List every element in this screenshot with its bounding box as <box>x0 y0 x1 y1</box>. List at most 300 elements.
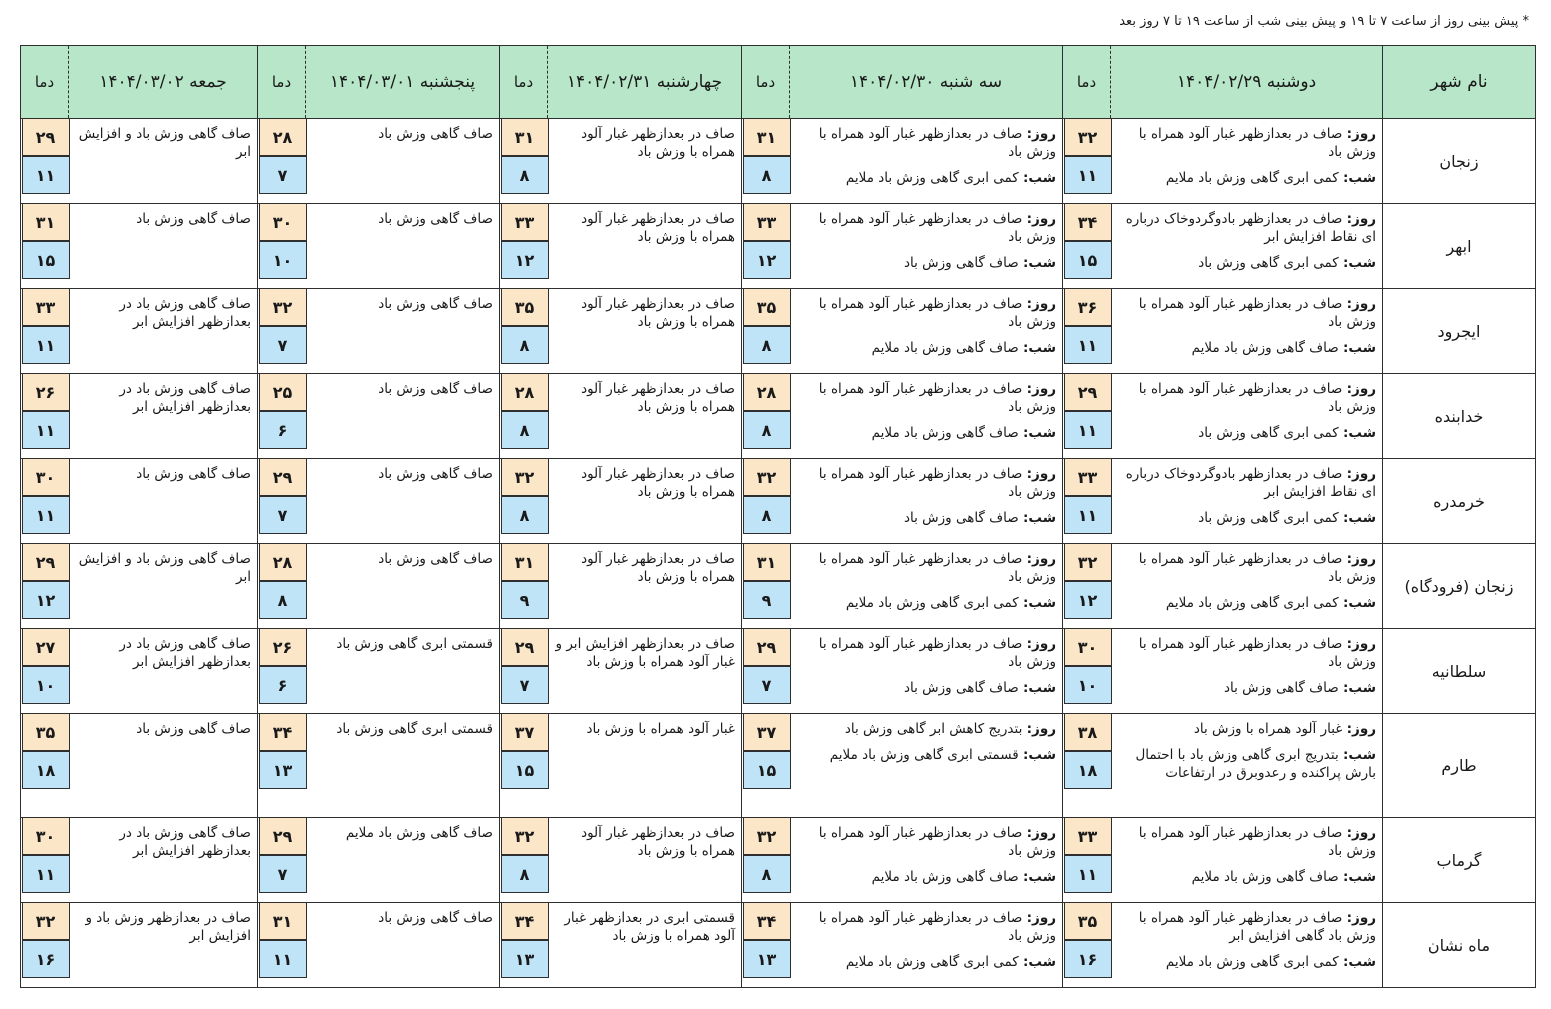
table-row <box>21 459 1536 544</box>
min-temp: ۱۰ <box>259 241 307 279</box>
day-forecast <box>1117 824 1377 860</box>
day-label: روز: <box>1346 381 1376 397</box>
max-temp: ۳۶ <box>1064 288 1112 326</box>
forecast-summary: صاف در بعدازظهر غبار آلود همراه با وزش باد <box>581 825 735 859</box>
night-forecast <box>796 746 1057 764</box>
temperature-cell <box>21 204 69 289</box>
day-label: روز: <box>1026 211 1056 227</box>
min-temp: ۸ <box>259 581 307 619</box>
header-day-4: پنجشنبه ۱۴۰۴/۰۳/۰۱ <box>306 46 500 119</box>
night-text: کمی ابری گاهی وزش باد ملایم <box>845 170 1019 186</box>
max-temp: ۲۹ <box>259 458 307 496</box>
forecast-text <box>790 374 1063 459</box>
night-text: صاف گاهی وزش باد ملایم <box>871 425 1019 441</box>
temperature-cell <box>21 459 69 544</box>
forecast-summary: صاف گاهی وزش باد <box>378 381 493 397</box>
forecast-text <box>1111 119 1383 204</box>
temperature-cell <box>258 818 306 903</box>
min-temp: ۱۰ <box>1064 666 1112 704</box>
day-forecast <box>796 295 1057 331</box>
temperature-cell <box>500 374 548 459</box>
min-temp: ۱۱ <box>1064 855 1112 893</box>
forecast-summary: صاف گاهی وزش باد <box>136 211 251 227</box>
forecast-text <box>1111 903 1383 988</box>
night-label: شب: <box>1023 340 1056 356</box>
min-temp: ۷ <box>259 855 307 893</box>
night-forecast <box>1117 868 1377 886</box>
day-forecast <box>796 824 1057 860</box>
forecast-summary: صاف گاهی وزش باد و افزایش ابر <box>78 126 251 160</box>
forecast-table <box>20 45 1536 988</box>
max-temp: ۲۹ <box>1064 373 1112 411</box>
min-temp: ۸ <box>501 411 549 449</box>
night-label: شب: <box>1023 510 1056 526</box>
min-temp: ۱۱ <box>1064 326 1112 364</box>
city-name: خدابنده <box>1383 374 1536 459</box>
day-text: صاف در بعدازظهر غبار آلود همراه با وزش باد <box>1138 126 1376 160</box>
temperature-cell <box>500 204 548 289</box>
day-label: روز: <box>1346 825 1376 841</box>
max-temp: ۲۹ <box>22 543 70 581</box>
min-temp: ۸ <box>743 855 791 893</box>
min-temp: ۱۶ <box>22 940 70 978</box>
min-temp: ۱۰ <box>22 666 70 704</box>
max-temp: ۳۰ <box>1064 628 1112 666</box>
min-temp: ۸ <box>501 855 549 893</box>
forecast-text <box>548 289 742 374</box>
max-temp: ۳۷ <box>743 713 791 751</box>
day-label: روز: <box>1026 825 1056 841</box>
temperature-cell <box>500 119 548 204</box>
night-text: بتدریج ابری گاهی وزش باد با احتمال بارش پراکنده و رعدوبرق در ارتفاعات <box>1135 747 1376 781</box>
night-label: شب: <box>1023 170 1056 186</box>
night-forecast <box>796 868 1057 886</box>
day-forecast <box>1117 125 1377 161</box>
city-name: زنجان (فرودگاه) <box>1383 544 1536 629</box>
min-temp: ۱۵ <box>1064 241 1112 279</box>
max-temp: ۳۲ <box>22 902 70 940</box>
forecast-text <box>306 544 500 629</box>
night-forecast <box>796 953 1057 971</box>
day-label: روز: <box>1346 126 1376 142</box>
night-label: شب: <box>1023 747 1056 763</box>
forecast-summary: قسمتی ابری در بعدازظهر غبار آلود همراه با وزش باد <box>564 910 735 944</box>
forecast-text <box>548 374 742 459</box>
table-row <box>21 818 1536 903</box>
forecast-summary: صاف گاهی وزش باد <box>378 910 493 926</box>
forecast-text <box>306 629 500 714</box>
table-row <box>21 204 1536 289</box>
max-temp: ۳۲ <box>1064 118 1112 156</box>
temperature-cell <box>21 119 69 204</box>
temperature-cell <box>258 459 306 544</box>
night-forecast <box>796 254 1057 272</box>
min-temp: ۸ <box>501 496 549 534</box>
max-temp: ۳۲ <box>1064 543 1112 581</box>
forecast-text <box>306 903 500 988</box>
temperature-cell <box>258 204 306 289</box>
temperature-cell <box>1063 374 1111 459</box>
min-temp: ۸ <box>743 156 791 194</box>
temperature-cell <box>21 629 69 714</box>
max-temp: ۲۹ <box>743 628 791 666</box>
temperature-cell <box>742 289 790 374</box>
night-text: صاف گاهی وزش باد ملایم <box>871 869 1019 885</box>
forecast-text <box>548 629 742 714</box>
temperature-cell <box>500 629 548 714</box>
min-temp: ۱۲ <box>1064 581 1112 619</box>
night-forecast <box>1117 509 1377 527</box>
day-forecast <box>796 125 1057 161</box>
temperature-cell <box>742 903 790 988</box>
day-label: روز: <box>1346 721 1376 737</box>
min-temp: ۱۱ <box>22 855 70 893</box>
max-temp: ۳۱ <box>501 543 549 581</box>
max-temp: ۲۸ <box>501 373 549 411</box>
city-name: خرمدره <box>1383 459 1536 544</box>
night-text: صاف گاهی وزش باد <box>903 680 1019 696</box>
forecast-summary: صاف گاهی وزش باد ملایم <box>345 825 493 841</box>
max-temp: ۳۰ <box>259 203 307 241</box>
forecast-text <box>548 903 742 988</box>
forecast-text <box>1111 818 1383 903</box>
max-temp: ۲۹ <box>501 628 549 666</box>
max-temp: ۳۰ <box>22 817 70 855</box>
min-temp: ۸ <box>743 326 791 364</box>
forecast-text <box>548 818 742 903</box>
min-temp: ۱۳ <box>259 751 307 789</box>
min-temp: ۱۲ <box>501 241 549 279</box>
forecast-text <box>548 119 742 204</box>
temperature-cell <box>258 629 306 714</box>
min-temp: ۹ <box>501 581 549 619</box>
day-forecast <box>796 465 1057 501</box>
min-temp: ۱۳ <box>743 940 791 978</box>
max-temp: ۳۱ <box>743 118 791 156</box>
table-row <box>21 119 1536 204</box>
day-forecast <box>796 635 1057 671</box>
temperature-cell <box>258 119 306 204</box>
night-label: شب: <box>1343 595 1376 611</box>
temperature-cell <box>1063 289 1111 374</box>
min-temp: ۷ <box>259 156 307 194</box>
night-forecast <box>796 594 1057 612</box>
temperature-cell <box>21 714 69 818</box>
day-text: صاف در بعدازظهر غبار آلود همراه با وزش باد <box>818 381 1056 415</box>
temperature-cell <box>500 714 548 818</box>
table-row <box>21 289 1536 374</box>
forecast-text <box>306 374 500 459</box>
night-forecast <box>1117 679 1377 697</box>
night-label: شب: <box>1023 869 1056 885</box>
day-forecast <box>1117 909 1377 945</box>
max-temp: ۳۵ <box>743 288 791 326</box>
night-forecast <box>796 339 1057 357</box>
forecast-summary: صاف گاهی وزش باد در بعدازظهر افزایش ابر <box>119 381 251 415</box>
min-temp: ۱۸ <box>22 751 70 789</box>
temperature-cell <box>742 629 790 714</box>
temperature-cell <box>500 459 548 544</box>
min-temp: ۷ <box>259 326 307 364</box>
night-forecast <box>1117 254 1377 272</box>
city-name: زنجان <box>1383 119 1536 204</box>
forecast-summary: صاف گاهی وزش باد در بعدازظهر افزایش ابر <box>119 636 251 670</box>
forecast-text <box>548 544 742 629</box>
day-forecast <box>796 909 1057 945</box>
day-text: صاف در بعدازظهر غبار آلود همراه با وزش باد <box>1138 381 1376 415</box>
max-temp: ۳۵ <box>22 713 70 751</box>
max-temp: ۳۲ <box>259 288 307 326</box>
temperature-cell <box>21 818 69 903</box>
min-temp: ۱۱ <box>1064 496 1112 534</box>
day-text: صاف در بعدازظهر غبار آلود همراه با وزش باد <box>818 296 1056 330</box>
header-day-3: چهارشنبه ۱۴۰۴/۰۲/۳۱ <box>548 46 742 119</box>
min-temp: ۱۶ <box>1064 940 1112 978</box>
night-forecast <box>796 169 1057 187</box>
night-label: شب: <box>1343 340 1376 356</box>
max-temp: ۳۲ <box>501 817 549 855</box>
night-text: کمی ابری گاهی وزش باد ملایم <box>1165 954 1339 970</box>
night-forecast <box>1117 169 1377 187</box>
day-text: صاف در بعدازظهر غبار آلود همراه با وزش باد <box>1138 825 1376 859</box>
night-text: کمی ابری گاهی وزش باد ملایم <box>845 595 1019 611</box>
temperature-cell <box>742 204 790 289</box>
table-row <box>21 374 1536 459</box>
forecast-text <box>548 714 742 818</box>
forecast-text <box>306 714 500 818</box>
min-temp: ۱۱ <box>1064 411 1112 449</box>
day-text: صاف در بعدازظهر بادوگردوخاک درباره ای نقاط افزایش ابر <box>1125 211 1376 245</box>
day-forecast <box>1117 380 1377 416</box>
night-forecast <box>1117 953 1377 971</box>
max-temp: ۳۰ <box>22 458 70 496</box>
forecast-text <box>69 374 258 459</box>
max-temp: ۲۸ <box>259 118 307 156</box>
forecast-text <box>306 289 500 374</box>
night-label: شب: <box>1023 425 1056 441</box>
day-text: صاف در بعدازظهر غبار آلود همراه با وزش باد گاهی افزایش ابر <box>1138 910 1376 944</box>
day-label: روز: <box>1026 910 1056 926</box>
min-temp: ۶ <box>259 411 307 449</box>
forecast-text <box>790 204 1063 289</box>
city-name: طارم <box>1383 714 1536 818</box>
temperature-cell <box>500 544 548 629</box>
night-forecast <box>1117 424 1377 442</box>
min-temp: ۱۱ <box>22 326 70 364</box>
forecast-text <box>306 119 500 204</box>
forecast-summary: صاف در بعدازظهر غبار آلود همراه با وزش باد <box>581 381 735 415</box>
day-label: روز: <box>1026 296 1056 312</box>
max-temp: ۲۶ <box>259 628 307 666</box>
max-temp: ۳۴ <box>1064 203 1112 241</box>
max-temp: ۳۱ <box>743 543 791 581</box>
night-forecast <box>796 424 1057 442</box>
forecast-text <box>69 903 258 988</box>
forecast-summary: صاف گاهی وزش باد در بعدازظهر افزایش ابر <box>119 825 251 859</box>
day-text: صاف در بعدازظهر غبار آلود همراه با وزش باد <box>818 211 1056 245</box>
day-forecast <box>796 380 1057 416</box>
forecast-text <box>790 818 1063 903</box>
day-forecast <box>796 550 1057 586</box>
min-temp: ۱۱ <box>22 411 70 449</box>
forecast-summary: صاف در بعدازظهر افزایش ابر و غبار آلود همراه با وزش باد <box>555 636 735 670</box>
header-temp-5: دما <box>21 46 69 119</box>
forecast-text <box>1111 459 1383 544</box>
min-temp: ۸ <box>743 411 791 449</box>
max-temp: ۲۶ <box>22 373 70 411</box>
header-day-1: دوشنبه ۱۴۰۴/۰۲/۲۹ <box>1111 46 1383 119</box>
forecast-text <box>306 818 500 903</box>
table-row <box>21 903 1536 988</box>
forecast-summary: صاف در بعدازظهر غبار آلود همراه با وزش باد <box>581 126 735 160</box>
temperature-cell <box>1063 903 1111 988</box>
max-temp: ۳۱ <box>22 203 70 241</box>
day-forecast <box>1117 635 1377 671</box>
table-row <box>21 544 1536 629</box>
forecast-body <box>21 119 1536 988</box>
temperature-cell <box>1063 204 1111 289</box>
header-day-5: جمعه ۱۴۰۴/۰۳/۰۲ <box>69 46 258 119</box>
day-label: روز: <box>1346 466 1376 482</box>
forecast-summary: صاف در بعدازظهر وزش باد و افزایش ابر <box>85 910 251 944</box>
header-temp-4: دما <box>258 46 306 119</box>
night-text: صاف گاهی وزش باد ملایم <box>871 340 1019 356</box>
header-city: نام شهر <box>1383 46 1536 119</box>
day-label: روز: <box>1026 466 1056 482</box>
min-temp: ۱۸ <box>1064 751 1112 789</box>
day-text: صاف در بعدازظهر غبار آلود همراه با وزش باد <box>1138 551 1376 585</box>
night-text: کمی ابری گاهی وزش باد ملایم <box>1165 170 1339 186</box>
forecast-text <box>1111 544 1383 629</box>
max-temp: ۳۴ <box>501 902 549 940</box>
forecast-text <box>69 818 258 903</box>
max-temp: ۳۴ <box>743 902 791 940</box>
min-temp: ۱۵ <box>743 751 791 789</box>
forecast-text <box>1111 629 1383 714</box>
night-text: صاف گاهی وزش باد ملایم <box>1191 340 1339 356</box>
night-text: قسمتی ابری گاهی وزش باد ملایم <box>829 747 1019 763</box>
day-forecast <box>1117 210 1377 246</box>
temperature-cell <box>258 289 306 374</box>
forecast-summary: صاف در بعدازظهر غبار آلود همراه با وزش باد <box>581 211 735 245</box>
max-temp: ۳۲ <box>743 458 791 496</box>
forecast-text <box>790 714 1063 818</box>
city-name: گرماب <box>1383 818 1536 903</box>
forecast-text <box>69 204 258 289</box>
night-label: شب: <box>1343 510 1376 526</box>
temperature-cell <box>1063 459 1111 544</box>
forecast-text <box>548 204 742 289</box>
min-temp: ۱۱ <box>1064 156 1112 194</box>
max-temp: ۳۳ <box>501 203 549 241</box>
temperature-cell <box>1063 544 1111 629</box>
night-forecast <box>796 679 1057 697</box>
header-day-2: سه شنبه ۱۴۰۴/۰۲/۳۰ <box>790 46 1063 119</box>
temperature-cell <box>500 903 548 988</box>
forecast-summary: صاف گاهی وزش باد <box>378 466 493 482</box>
forecast-note: * پیش بینی روز از ساعت ۷ تا ۱۹ و پیش بینی شب از ساعت ۱۹ تا ۷ روز بعد <box>1119 14 1529 29</box>
forecast-text <box>1111 204 1383 289</box>
min-temp: ۱۵ <box>501 751 549 789</box>
night-label: شب: <box>1343 425 1376 441</box>
temperature-cell <box>21 374 69 459</box>
min-temp: ۱۱ <box>259 940 307 978</box>
max-temp: ۳۱ <box>501 118 549 156</box>
night-forecast <box>1117 339 1377 357</box>
max-temp: ۳۲ <box>501 458 549 496</box>
temperature-cell <box>258 714 306 818</box>
temperature-cell <box>742 119 790 204</box>
day-label: روز: <box>1026 126 1056 142</box>
day-label: روز: <box>1346 910 1376 926</box>
forecast-text <box>306 459 500 544</box>
day-text: صاف در بعدازظهر غبار آلود همراه با وزش باد <box>1138 296 1376 330</box>
day-label: روز: <box>1346 296 1376 312</box>
max-temp: ۳۸ <box>1064 713 1112 751</box>
day-text: صاف در بعدازظهر غبار آلود همراه با وزش باد <box>818 466 1056 500</box>
forecast-summary: صاف گاهی وزش باد <box>378 211 493 227</box>
min-temp: ۱۲ <box>22 581 70 619</box>
temperature-cell <box>258 903 306 988</box>
day-forecast <box>796 210 1057 246</box>
night-forecast <box>796 509 1057 527</box>
forecast-text <box>69 289 258 374</box>
temperature-cell <box>1063 629 1111 714</box>
forecast-summary: غبار آلود همراه با وزش باد <box>586 721 735 737</box>
forecast-text <box>790 629 1063 714</box>
day-text: صاف در بعدازظهر غبار آلود همراه با وزش باد <box>818 636 1056 670</box>
forecast-text <box>790 459 1063 544</box>
forecast-summary: صاف گاهی وزش باد <box>136 466 251 482</box>
day-label: روز: <box>1026 721 1056 737</box>
night-text: کمی ابری گاهی وزش باد ملایم <box>1165 595 1339 611</box>
max-temp: ۳۵ <box>1064 902 1112 940</box>
temperature-cell <box>21 289 69 374</box>
header-row <box>21 46 1536 119</box>
forecast-text <box>790 544 1063 629</box>
forecast-summary: قسمتی ابری گاهی وزش باد <box>336 721 493 737</box>
min-temp: ۷ <box>743 666 791 704</box>
night-text: صاف گاهی وزش باد <box>903 510 1019 526</box>
day-text: صاف در بعدازظهر غبار آلود همراه با وزش باد <box>818 910 1056 944</box>
city-name: سلطانیه <box>1383 629 1536 714</box>
max-temp: ۳۵ <box>501 288 549 326</box>
day-label: روز: <box>1026 551 1056 567</box>
temperature-cell <box>742 374 790 459</box>
temperature-cell <box>1063 818 1111 903</box>
max-temp: ۳۷ <box>501 713 549 751</box>
city-name: ایجرود <box>1383 289 1536 374</box>
min-temp: ۸ <box>743 496 791 534</box>
day-text: غبار آلود همراه با وزش باد <box>1193 721 1343 737</box>
night-label: شب: <box>1023 954 1056 970</box>
day-forecast <box>796 720 1057 738</box>
night-text: کمی ابری گاهی وزش باد ملایم <box>845 954 1019 970</box>
table-row <box>21 629 1536 714</box>
day-label: روز: <box>1026 381 1056 397</box>
night-label: شب: <box>1023 255 1056 271</box>
night-label: شب: <box>1023 595 1056 611</box>
max-temp: ۳۳ <box>22 288 70 326</box>
temperature-cell <box>258 544 306 629</box>
night-forecast <box>1117 594 1377 612</box>
min-temp: ۱۱ <box>22 496 70 534</box>
forecast-text <box>69 629 258 714</box>
temperature-cell <box>21 544 69 629</box>
temperature-cell <box>742 544 790 629</box>
forecast-text <box>1111 374 1383 459</box>
max-temp: ۲۵ <box>259 373 307 411</box>
